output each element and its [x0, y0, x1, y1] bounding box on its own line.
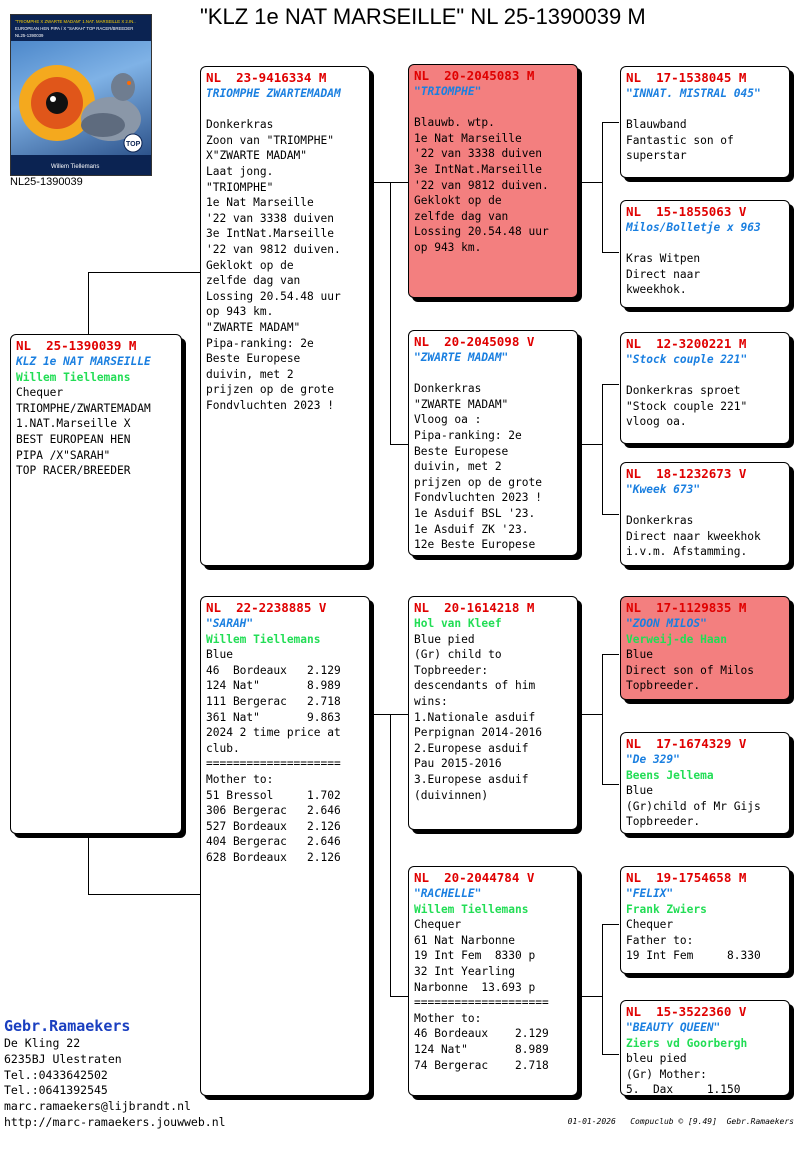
pigeon-name: TRIOMPHE ZWARTEMADAM — [206, 87, 341, 100]
pigeon-name: "Kweek 673" — [626, 483, 701, 496]
pigeon-photo-art — [11, 15, 151, 175]
info-line: 628 Bordeaux 2.126 — [206, 850, 341, 864]
photo-banner-line: "TRIOMPHE X ZWARTE MADAM" 1.NAT. MARSEILLE X 2.IN.. — [15, 19, 136, 24]
info-line: kweekhok. — [626, 283, 687, 297]
connector-line — [602, 924, 619, 925]
ring-number: NL 20-1614218 M — [414, 600, 535, 615]
connector-line — [88, 834, 89, 894]
info-line: 1.NAT.Marseille X — [16, 417, 131, 431]
info-line: Fantastic son of — [626, 133, 734, 147]
info-line: Fondvluchten 2023 ! — [206, 398, 334, 412]
info-line: Direct son of Milos — [626, 663, 754, 677]
info-line: zelfde dag van — [206, 274, 301, 288]
info-line: op 943 km. — [206, 305, 274, 319]
info-line: "ZWARTE MADAM" — [206, 320, 301, 334]
info-line: 3e IntNat.Marseille — [206, 227, 334, 241]
breeder-name: Verweij-de Haan — [626, 632, 728, 646]
info-line: '22 van 3338 duiven — [414, 147, 542, 161]
info-line: Blue — [206, 648, 233, 662]
info-line: Pau 2015-2016 — [414, 757, 502, 771]
info-line: TRIOMPHE/ZWARTEMADAM — [16, 401, 151, 415]
pigeon-name: "BEAUTY QUEEN" — [626, 1021, 721, 1034]
breeder-name: Hol van Kleef — [414, 617, 502, 630]
info-line: 306 Bergerac 2.646 — [206, 804, 341, 818]
info-line: Chequer — [626, 918, 674, 932]
info-line: club. — [206, 741, 240, 755]
info-line: Topbreeder: — [414, 663, 489, 677]
connector-line — [371, 714, 390, 715]
ring-number: NL 18-1232673 V — [626, 466, 747, 481]
photo-owner-text: Willem Tiellemans — [51, 164, 100, 170]
info-line: Pipa-ranking: 2e — [414, 428, 522, 442]
owner-city: 6235BJ Ulestraten — [4, 1051, 122, 1066]
sire-sire-card — [408, 64, 578, 298]
info-line: 124 Nat" 8.989 — [414, 1042, 549, 1056]
info-line: Topbreeder. — [626, 679, 701, 693]
photo-banner-line: EUROPEAN HEN PIPA / X "SARAH" TOP RACER/BREEDER — [15, 26, 134, 31]
info-line: 527 Bordeaux 2.126 — [206, 819, 341, 833]
connector-line — [602, 384, 619, 385]
connector-line — [602, 654, 619, 655]
info-line: 2024 2 time price at — [206, 726, 341, 740]
info-line: 361 Nat" 9.863 — [206, 710, 341, 724]
ring-number: NL 20-2044784 V — [414, 870, 535, 885]
info-line: '22 van 3338 duiven — [206, 211, 334, 225]
info-line: Chequer — [414, 918, 462, 932]
info-line: ==================== — [206, 757, 341, 771]
connector-line — [88, 272, 202, 273]
connector-line — [390, 182, 391, 444]
connector-line — [580, 996, 602, 997]
info-line: superstar — [626, 149, 687, 163]
connector-line — [602, 1054, 619, 1055]
spacer — [414, 366, 572, 382]
pigeon-name: Milos/Bolletje x 963 — [626, 221, 761, 234]
info-line: (Gr)child of Mr Gijs — [626, 799, 761, 813]
info-line: Direct naar — [626, 267, 701, 281]
info-line: (Gr) child to — [414, 648, 502, 662]
info-line: Donkerkras sproet — [626, 384, 741, 398]
info-line: 51 Bressol 1.702 — [206, 788, 341, 802]
info-line: '22 van 9812 duiven. — [414, 178, 549, 192]
info-line: Father to: — [626, 933, 694, 947]
spacer — [626, 368, 784, 384]
info-line: Geklokt op de — [206, 258, 294, 272]
spacer — [626, 102, 784, 118]
breeder-name: Willem Tiellemans — [16, 370, 131, 384]
info-line: Donkerkras — [414, 382, 482, 396]
info-line: Fondvluchten 2023 ! — [414, 491, 542, 505]
pigeon-name: "INNAT. MISTRAL 045" — [626, 87, 761, 100]
dam-sire-card — [408, 596, 578, 830]
info-line: (duivinnen) — [414, 788, 489, 802]
info-line: 5. Dax 1.150 — [626, 1083, 741, 1096]
pigeon-name: "SARAH" — [206, 617, 254, 630]
info-line: duivin, met 2 — [414, 460, 502, 474]
info-line: duivin, met 2 — [206, 367, 294, 381]
connector-line — [371, 182, 390, 183]
info-line: op 943 km. — [414, 240, 482, 254]
info-line: bleu pied — [626, 1052, 687, 1066]
sds-card — [620, 332, 790, 444]
ring-number: NL 19-1754658 M — [626, 870, 747, 885]
ring-number: NL 17-1674329 V — [626, 736, 747, 751]
connector-line — [602, 122, 603, 252]
info-line: Donkerkras — [206, 118, 274, 132]
owner-name: Gebr.Ramaekers — [4, 1017, 131, 1035]
info-line: Blue — [626, 784, 653, 798]
info-line: 74 Bergerac 2.718 — [414, 1058, 549, 1072]
ring-number: NL 20-2045098 V — [414, 334, 535, 349]
ring-number: NL 12-3200221 M — [626, 336, 747, 351]
connector-line — [390, 444, 409, 445]
dds-card — [620, 866, 790, 974]
owner-phone: Tel.:0641392545 — [4, 1083, 108, 1098]
pigeon-name: KLZ 1e NAT MARSEILLE — [16, 355, 151, 368]
info-line: Direct naar kweekhok — [626, 529, 761, 543]
info-line: Donkerkras — [626, 514, 694, 528]
photo-banner-line: NL25-1390039 — [15, 33, 44, 38]
info-line: Pipa-ranking: 2e — [206, 336, 314, 350]
sire-dam-card — [408, 330, 578, 556]
connector-line — [580, 714, 602, 715]
info-line: Lossing 20.54.48 uur — [414, 225, 549, 239]
info-line: 46 Bordeaux 2.129 — [414, 1027, 549, 1041]
info-line: 111 Bergerac 2.718 — [206, 694, 341, 708]
info-line: Kras Witpen — [626, 252, 701, 266]
info-line: X"ZWARTE MADAM" — [206, 149, 308, 163]
info-line: Lossing 20.54.48 uur — [206, 289, 341, 303]
info-line: TOP RACER/BREEDER — [16, 464, 131, 478]
owner-phone: Tel.:0433642502 — [4, 1067, 108, 1082]
info-line: i.v.m. Afstamming. — [626, 545, 748, 559]
ring-number: NL 17-1129835 M — [626, 600, 747, 615]
pigeon-name: "RACHELLE" — [414, 887, 482, 900]
pigeon-name: "TRIOMPHE" — [414, 85, 482, 98]
info-line: descendants of him — [414, 679, 536, 693]
ring-number: NL 15-1855063 V — [626, 204, 747, 219]
connector-line — [390, 996, 409, 997]
spacer — [626, 236, 784, 252]
owner-email-link[interactable]: marc.ramaekers@lijbrandt.nl — [4, 1099, 191, 1114]
info-line: (Gr) Mother: — [626, 1067, 707, 1081]
spacer — [414, 100, 572, 116]
info-line: prijzen op de grote — [206, 383, 334, 397]
connector-line — [580, 182, 602, 183]
pigeon-name: "De 329" — [626, 753, 680, 766]
connector-line — [390, 714, 409, 715]
info-line: Laat jong. — [206, 164, 274, 178]
info-line: 1.Nationale asduif — [414, 710, 536, 724]
page-title: "KLZ 1e NAT MARSEILLE" NL 25-1390039 M — [200, 4, 646, 29]
info-line: 3e IntNat.Marseille — [414, 162, 542, 176]
dsd-card — [620, 732, 790, 834]
info-line: wins: — [414, 694, 448, 708]
connector-line — [602, 514, 619, 515]
info-line: Vloog oa : — [414, 413, 482, 427]
info-line: 1e Asduif ZK '23. — [414, 522, 529, 536]
ring-number: NL 22-2238885 V — [206, 600, 327, 615]
info-line: Blue pied — [414, 632, 475, 646]
ssd-card — [620, 200, 790, 308]
info-line: Topbreeder. — [626, 815, 701, 829]
subject-pigeon-card — [10, 334, 182, 834]
info-line: 46 Bordeaux 2.129 — [206, 663, 341, 677]
connector-line — [602, 122, 619, 123]
info-line: 61 Nat Narbonne — [414, 933, 516, 947]
info-line: PIPA /X"SARAH" — [16, 448, 111, 462]
info-line: 3.Europese asduif — [414, 772, 529, 786]
owner-info — [4, 1016, 226, 1131]
connector-line — [602, 924, 603, 1054]
info-line: '22 van 9812 duiven. — [206, 242, 341, 256]
info-line: Perpignan 2014-2016 — [414, 726, 542, 740]
connector-line — [580, 444, 602, 445]
info-line: Narbonne 13.693 p — [414, 980, 536, 994]
info-line: Chequer — [16, 386, 64, 400]
info-line: 1e Asduif BSL '23. — [414, 506, 536, 520]
info-line: zelfde dag van — [414, 209, 509, 223]
ring-number: NL 25-1390039 M — [16, 338, 137, 353]
info-line: 32 Int Yearling — [414, 964, 516, 978]
photo-caption: NL25-1390039 — [10, 176, 83, 188]
pigeon-name: "ZWARTE MADAM" — [414, 351, 509, 364]
spacer — [626, 498, 784, 514]
connector-line — [602, 252, 619, 253]
info-line: Zoon van "TRIOMPHE" — [206, 133, 334, 147]
info-line: ==================== — [414, 996, 549, 1010]
connector-line — [602, 654, 603, 784]
info-line: prijzen op de grote — [414, 475, 542, 489]
dam-dam-card — [408, 866, 578, 1096]
info-line: Blauwb. wtp. — [414, 116, 495, 130]
info-line: 2.Europese asduif — [414, 741, 529, 755]
info-line: Mother to: — [206, 772, 274, 786]
info-line: 404 Bergerac 2.646 — [206, 835, 341, 849]
info-line: 1e Nat Marseille — [414, 131, 522, 145]
connector-line — [602, 784, 619, 785]
breeder-name: Ziers vd Goorbergh — [626, 1036, 748, 1050]
breeder-name: Beens Jellema — [626, 768, 714, 782]
pigeon-name: "ZOON MILOS" — [626, 617, 707, 630]
info-line: Blue — [626, 648, 653, 662]
breeder-name: Frank Zwiers — [626, 902, 707, 916]
spacer — [206, 102, 364, 118]
breeder-name: Willem Tiellemans — [206, 632, 321, 646]
top-badge-text: TOP — [126, 141, 141, 148]
ring-number: NL 15-3522360 V — [626, 1004, 747, 1019]
info-line: Mother to: — [414, 1011, 482, 1025]
ddd-card — [620, 1000, 790, 1096]
info-line: 1e Nat Marseille — [206, 196, 314, 210]
ring-number: NL 20-2045083 M — [414, 68, 535, 83]
breeder-name: Willem Tiellemans — [414, 902, 529, 916]
connector-line — [88, 272, 89, 334]
ring-number: NL 23-9416334 M — [206, 70, 327, 85]
info-line: "TRIOMPHE" — [206, 180, 274, 194]
dss-card — [620, 596, 790, 700]
sdd-card — [620, 462, 790, 566]
owner-website-link[interactable]: http://marc-ramaekers.jouwweb.nl — [4, 1114, 226, 1129]
pigeon-photo — [10, 14, 152, 176]
info-line: Geklokt op de — [414, 194, 502, 208]
footer-credit: 01-01-2026 Compuclub © [9.49] Gebr.Ramaekers — [567, 1117, 794, 1126]
info-line: BEST EUROPEAN HEN — [16, 432, 131, 446]
owner-address: De Kling 22 — [4, 1036, 81, 1050]
info-line: Beste Europese — [206, 352, 301, 366]
info-line: 19 Int Fem 8330 p — [414, 949, 536, 963]
sire-card — [200, 66, 370, 566]
connector-line — [88, 894, 202, 895]
info-line: Beste Europese — [414, 444, 509, 458]
info-line: 12e Beste Europese — [414, 538, 536, 552]
pigeon-name: "FELIX" — [626, 887, 674, 900]
connector-line — [390, 182, 409, 183]
info-line: 19 Int Fem 8.330 — [626, 949, 761, 963]
info-line: "ZWARTE MADAM" — [414, 397, 509, 411]
sss-card — [620, 66, 790, 178]
info-line: 124 Nat" 8.989 — [206, 679, 341, 693]
ring-number: NL 17-1538045 M — [626, 70, 747, 85]
pigeon-name: "Stock couple 221" — [626, 353, 748, 366]
connector-line — [602, 384, 603, 514]
info-line: "Stock couple 221" — [626, 399, 748, 413]
info-line: vloog oa. — [626, 415, 687, 429]
info-line: Blauwband — [626, 118, 687, 132]
connector-line — [390, 714, 391, 996]
